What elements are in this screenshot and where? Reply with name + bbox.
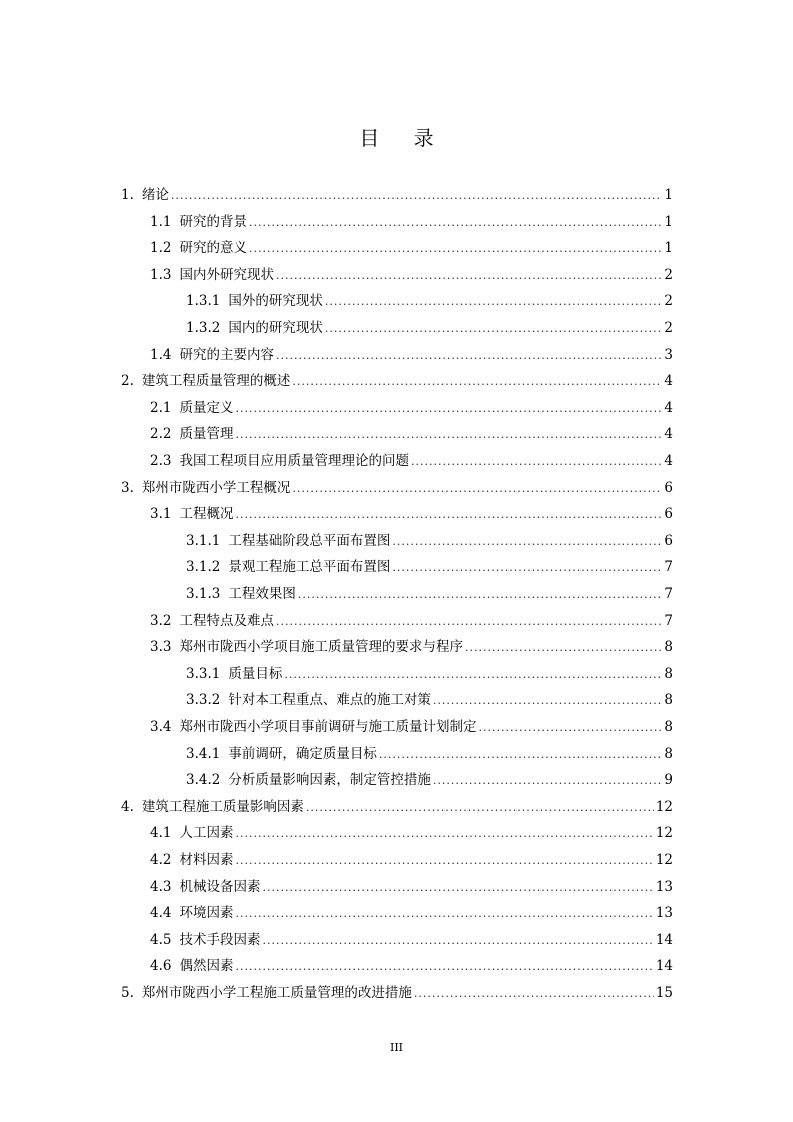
toc-dot-leader [235,820,653,847]
toc-entry-number: 3.4.2 [186,772,221,789]
toc-entry-page: 4 [664,453,673,469]
toc-dot-leader [414,980,654,1007]
toc-dot-leader [249,209,662,236]
toc-entry-title: 我国工程项目应用质量管理理论的问题 [179,453,409,469]
toc-entry-title: 国外的研究现状 [228,293,323,310]
page-number: III [389,1041,404,1054]
toc-entry-number: 2. [121,373,134,390]
toc-entry[interactable] [186,554,673,581]
toc-entry-page: 1 [664,240,673,257]
toc-dot-leader [171,182,663,209]
toc-entry-number: 1.3.1 [186,293,221,310]
toc-entry-page: 13 [655,878,673,895]
toc-entry-title: 偶然因素 [179,958,234,975]
toc-entry-number: 1.3.2 [186,320,221,336]
toc-entry-page: 14 [655,958,673,975]
toc-entry[interactable] [121,980,673,1007]
toc-dot-leader [392,528,662,555]
toc-entry[interactable] [186,687,673,714]
toc-entry-number: 1. [121,187,134,203]
toc-entry-number: 4.1 [150,825,172,842]
toc-entry-title: 质量定义 [179,399,234,416]
toc-entry-page: 2 [664,320,673,336]
toc-entry[interactable] [150,874,673,901]
toc-entry-page: 6 [664,506,673,523]
toc-entry-number: 4.6 [150,958,172,975]
toc-entry-number: 5. [121,985,134,1001]
toc-dot-leader [235,421,662,448]
toc-entry-title: 郑州市陇西小学工程施工质量管理的改进措施 [141,985,412,1001]
toc-dot-leader [235,953,653,980]
toc-entry-page: 4 [664,426,673,443]
toc-entry-page: 4 [664,399,673,416]
toc-entry-page: 8 [664,745,673,762]
toc-dot-leader [262,874,653,901]
toc-entry-title: 工程基础阶段总平面布置图 [228,532,391,549]
toc-entry[interactable] [150,820,673,847]
toc-entry[interactable] [150,501,673,528]
toc-entry-title: 环境因素 [179,905,234,922]
toc-entry[interactable] [121,182,673,209]
toc-entry[interactable] [150,900,673,927]
toc-dot-leader [276,342,662,369]
toc-entry[interactable] [186,741,673,768]
toc-entry-number: 4.3 [150,878,172,895]
toc-entry[interactable] [186,528,673,555]
toc-entry-title: 分析质量影响因素，制定管控措施 [228,772,431,789]
toc-entry-number: 4. [121,798,134,815]
toc-entry[interactable] [150,421,673,448]
toc-dot-leader [276,608,662,635]
toc-entry-page: 2 [664,293,673,310]
toc-entry-number: 3.1.1 [186,532,221,549]
toc-entry-page: 14 [655,931,673,948]
toc-title: 目 录 [359,126,448,150]
toc-entry-number: 2.2 [150,426,172,443]
toc-entry-page: 4 [664,373,673,390]
toc-dot-leader [235,501,662,528]
toc-entry-number: 1.2 [150,240,172,257]
toc-dot-leader [235,847,653,874]
toc-entry-page: 8 [664,665,673,682]
toc-dot-leader [433,767,663,794]
toc-entry[interactable] [150,235,673,262]
toc-entry[interactable] [150,927,673,954]
toc-entry-page: 12 [655,825,673,842]
toc-entry-page: 12 [655,852,673,868]
toc-entry-page: 6 [664,479,673,496]
toc-entry[interactable] [186,288,673,315]
toc-entry-title: 郑州市陇西小学项目事前调研与施工质量计划制定 [179,719,477,735]
toc-dot-leader [325,315,663,342]
toc-entry-number: 1.3 [150,266,172,283]
toc-entry[interactable] [186,767,673,794]
toc-entry[interactable] [186,315,673,342]
toc-entry-number: 4.5 [150,931,172,948]
toc-dot-leader [292,368,662,395]
toc-entry-page: 6 [664,532,673,549]
toc-entry-number: 4.4 [150,905,172,922]
toc-entry-page: 1 [664,187,673,203]
toc-dot-leader [284,661,662,688]
toc-entry[interactable] [150,634,673,661]
toc-entry-number: 3.4 [150,719,172,735]
toc-entry-page: 3 [664,346,673,363]
toc-entry-page: 15 [655,985,673,1001]
toc-entry-number: 2.1 [150,399,172,416]
toc-dot-leader [433,687,663,714]
toc-entry-title: 质量目标 [228,665,283,682]
toc-dot-leader [411,448,662,475]
toc-entry-title: 建筑工程施工质量影响因素 [141,798,304,815]
toc-dot-leader [465,634,662,661]
toc-entry[interactable] [186,661,673,688]
toc-entry-title: 国内外研究现状 [179,266,274,283]
toc-entry-title: 绪论 [141,187,169,203]
toc-dot-leader [292,475,662,502]
toc-entry[interactable] [150,342,673,369]
toc-entry[interactable] [150,953,673,980]
toc-entry-number: 3.1.2 [186,559,221,576]
toc-entry-page: 12 [655,798,673,815]
toc-entry-title: 研究的主要内容 [179,346,274,363]
toc-entry-title: 建筑工程质量管理的概述 [141,373,291,390]
toc-entry-number: 3.3.1 [186,665,221,682]
toc-entry-page: 13 [655,905,673,922]
toc-entry[interactable] [150,395,673,422]
toc-entry-page: 8 [664,639,673,656]
toc-entry-title: 郑州市陇西小学工程概况 [141,479,291,496]
toc-entry-title: 材料因素 [179,852,234,868]
toc-entry-title: 研究的背景 [179,213,247,230]
toc-entry-title: 针对本工程重点、难点的施工对策 [228,692,431,709]
toc-entry-title: 机械设备因素 [179,878,261,895]
toc-entry-number: 1.4 [150,346,172,363]
toc-entry-page: 7 [664,586,673,602]
toc-entry[interactable] [186,581,673,608]
toc-entry[interactable] [150,262,673,289]
toc-entry-page: 7 [664,559,673,576]
toc-entry-title: 技术手段因素 [179,931,261,948]
toc-entry[interactable] [150,209,673,236]
toc-entry[interactable] [121,368,673,395]
toc-entry-page: 8 [664,719,673,735]
toc-entry-title: 人工因素 [179,825,234,842]
toc-entry[interactable] [121,794,673,821]
toc-entry[interactable] [150,608,673,635]
toc-entry[interactable] [150,847,673,874]
toc-dot-leader [249,235,662,262]
toc-entry[interactable] [121,475,673,502]
toc-entry-page: 1 [664,213,673,230]
toc-dot-leader [235,900,653,927]
toc-dot-leader [262,927,653,954]
toc-entry-number: 3.1.3 [186,586,221,602]
toc-dot-leader [306,794,654,821]
toc-entry-page: 9 [664,772,673,789]
toc-entry-page: 7 [664,612,673,629]
toc-entry[interactable] [150,448,673,475]
toc-entry-number: 2.3 [150,453,172,469]
toc-entry-title: 研究的意义 [179,240,247,257]
toc-entry-title: 景观工程施工总平面布置图 [228,559,391,576]
toc-entry[interactable] [150,714,673,741]
toc-entry-number: 3.1 [150,506,172,523]
toc-dot-leader [325,288,663,315]
toc-entry-title: 工程特点及难点 [179,612,274,629]
toc-entry-title: 郑州市陇西小学项目施工质量管理的要求与程序 [179,639,463,656]
toc-entry-title: 工程效果图 [228,586,296,602]
toc-entry-number: 3.3 [150,639,172,656]
toc-dot-leader [235,395,662,422]
toc-entry-title: 国内的研究现状 [228,320,323,336]
toc-dot-leader [276,262,662,289]
toc-entry-title: 质量管理 [179,426,234,443]
toc-entry-number: 3.3.2 [186,692,221,709]
toc-entry-page: 8 [664,692,673,709]
toc-entry-number: 1.1 [150,213,172,230]
toc-entry-title: 工程概况 [179,506,234,523]
toc-entry-page: 2 [664,266,673,283]
toc-dot-leader [478,714,662,741]
toc-entry-number: 3. [121,479,134,496]
toc-dot-leader [298,581,663,608]
toc-dot-leader [379,741,663,768]
toc-entry-number: 4.2 [150,852,172,868]
toc-entry-number: 3.2 [150,612,172,629]
toc-dot-leader [392,554,662,581]
toc-entry-title: 事前调研，确定质量目标 [228,745,377,762]
toc-entry-number: 3.4.1 [186,745,221,762]
